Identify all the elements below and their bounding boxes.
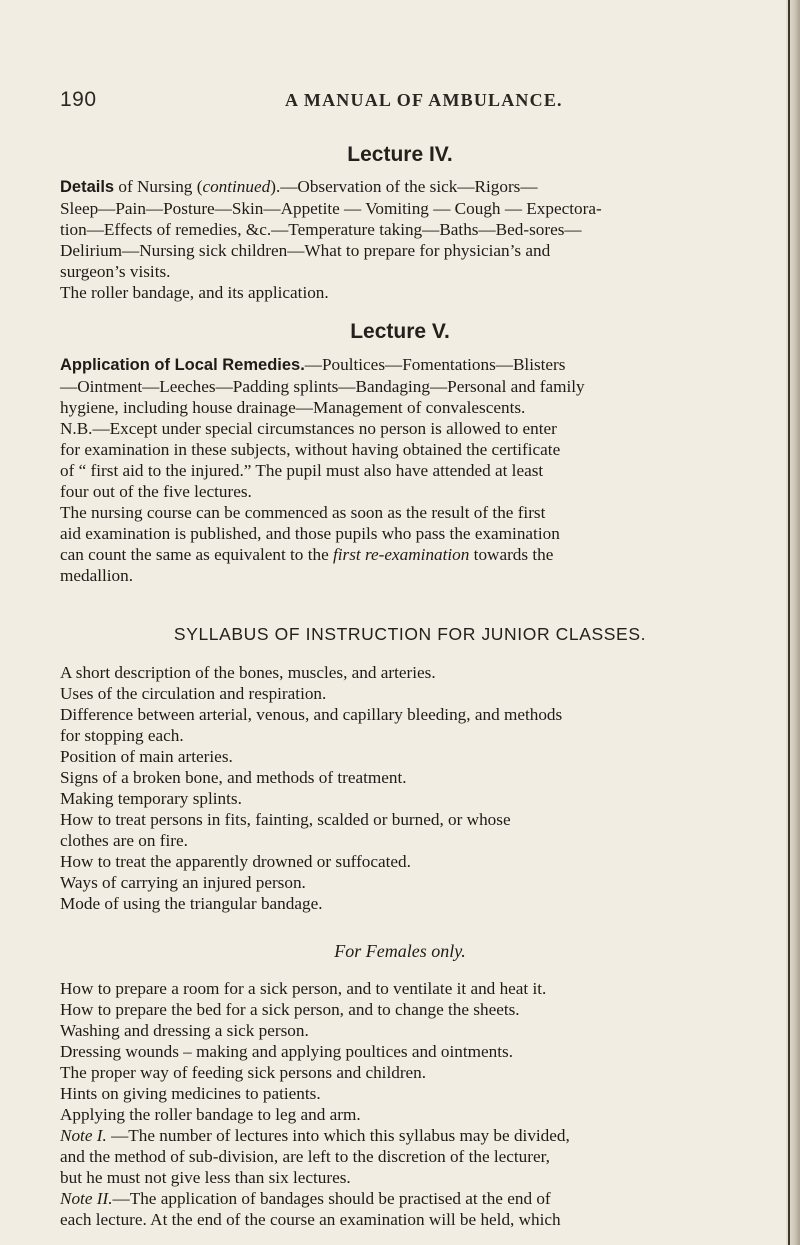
text-line: Hints on giving medicines to patients. (60, 1084, 321, 1103)
text-line: for stopping each. (60, 726, 184, 745)
note-2-label: Note II. (60, 1189, 113, 1208)
text-line: but he must not give less than six lectures. (60, 1168, 351, 1187)
text-line: Signs of a broken bone, and methods of treatment. (60, 768, 407, 787)
syllabus-body (60, 662, 760, 914)
text-line: N.B.—Except under special circumstances no person is allowed to enter (60, 419, 557, 438)
text-line: Applying the roller bandage to leg and arm. (60, 1105, 361, 1124)
lecture-5-body (60, 354, 760, 586)
text-line: Difference between arterial, venous, and capillary bleeding, and methods (60, 705, 563, 724)
text-line: Ways of carrying an injured person. (60, 873, 306, 892)
running-title: A MANUAL OF AMBULANCE. (285, 90, 563, 110)
text-span: ).—Observation of the sick—Rigors— (270, 177, 538, 196)
page-number: 190 (60, 88, 97, 111)
text-line: surgeon’s visits. (60, 262, 171, 281)
text-line: The nursing course can be commenced as soon as the result of the first (60, 503, 546, 522)
lecture-5-title: Lecture V. (350, 320, 450, 343)
syllabus-title: SYLLABUS OF INSTRUCTION FOR JUNIOR CLASSES. (173, 624, 647, 644)
text-span: —Poultices—Fomentations—Blisters (304, 355, 566, 374)
note-1-label: Note I. (60, 1126, 107, 1145)
text-line: for examination in these subjects, without having obtained the certificate (60, 440, 561, 459)
text-line: Mode of using the triangular bandage. (60, 894, 323, 913)
text-line: of “ first aid to the injured.” The pupil must also have attended at least (60, 461, 544, 480)
text-span: towards the (469, 545, 554, 564)
text-line: Sleep—Pain—Posture—Skin—Appetite — Vomiting — Cough — Expectora- (60, 199, 602, 218)
lecture-4-title: Lecture IV. (347, 143, 453, 166)
text-line: medallion. (60, 566, 134, 585)
text-line: Washing and dressing a sick person. (60, 1021, 309, 1040)
page-header (60, 88, 760, 114)
females-subheading: For Females only. (334, 941, 466, 961)
text-line: Uses of the circulation and respiration. (60, 684, 327, 703)
lecture-4-body (60, 176, 760, 303)
text-line (60, 354, 760, 376)
text-line: and the method of sub-division, are left to the discretion of the lecturer, (60, 1147, 550, 1166)
text-span: of Nursing ( (114, 177, 203, 196)
text-line: Position of main arteries. (60, 747, 233, 766)
text-line: aid examination is published, and those pupils who pass the examination (60, 524, 560, 543)
lecture-4-lead: Details (60, 178, 115, 196)
text-line: each lecture. At the end of the course an examination will be held, which (60, 1210, 561, 1229)
text-line: four out of the five lectures. (60, 482, 252, 501)
text-span: can count the same as equivalent to the (60, 545, 333, 564)
text-line: How to prepare the bed for a sick person, and to change the sheets. (60, 1000, 520, 1019)
text-line: A short description of the bones, muscles, and arteries. (60, 663, 436, 682)
text-line (60, 544, 760, 565)
text-line: Delirium—Nursing sick children—What to prepare for physician’s and (60, 241, 551, 260)
italic-span: continued (202, 177, 271, 196)
text-line: —Ointment—Leeches—Padding splints—Bandaging—Personal and family (60, 377, 585, 396)
text-line: The roller bandage, and its application. (60, 283, 329, 302)
text-line: Dressing wounds – making and applying poultices and ointments. (60, 1042, 514, 1061)
text-line (60, 1188, 760, 1209)
text-line: The proper way of feeding sick persons and children. (60, 1063, 427, 1082)
text-line (60, 176, 760, 198)
text-span: —The application of bandages should be practised at the end of (112, 1189, 551, 1208)
text-line: Making temporary splints. (60, 789, 242, 808)
text-line: How to treat persons in fits, fainting, scalded or burned, or whose (60, 810, 511, 829)
lecture-5-lead: Application of Local Remedies. (60, 356, 305, 374)
text-line: hygiene, including house drainage—Management of convalescents. (60, 398, 526, 417)
females-body (60, 978, 760, 1230)
page-edge-line (788, 0, 790, 1245)
text-line: tion—Effects of remedies, &c.—Temperature taking—Baths—Bed-sores— (60, 220, 582, 239)
text-line: How to treat the apparently drowned or suffocated. (60, 852, 411, 871)
text-span: —The number of lectures into which this syllabus may be divided, (106, 1126, 570, 1145)
text-line: How to prepare a room for a sick person, and to ventilate it and heat it. (60, 979, 547, 998)
italic-span: first re-examination (333, 545, 470, 564)
text-line: clothes are on fire. (60, 831, 188, 850)
text-line (60, 1125, 760, 1146)
